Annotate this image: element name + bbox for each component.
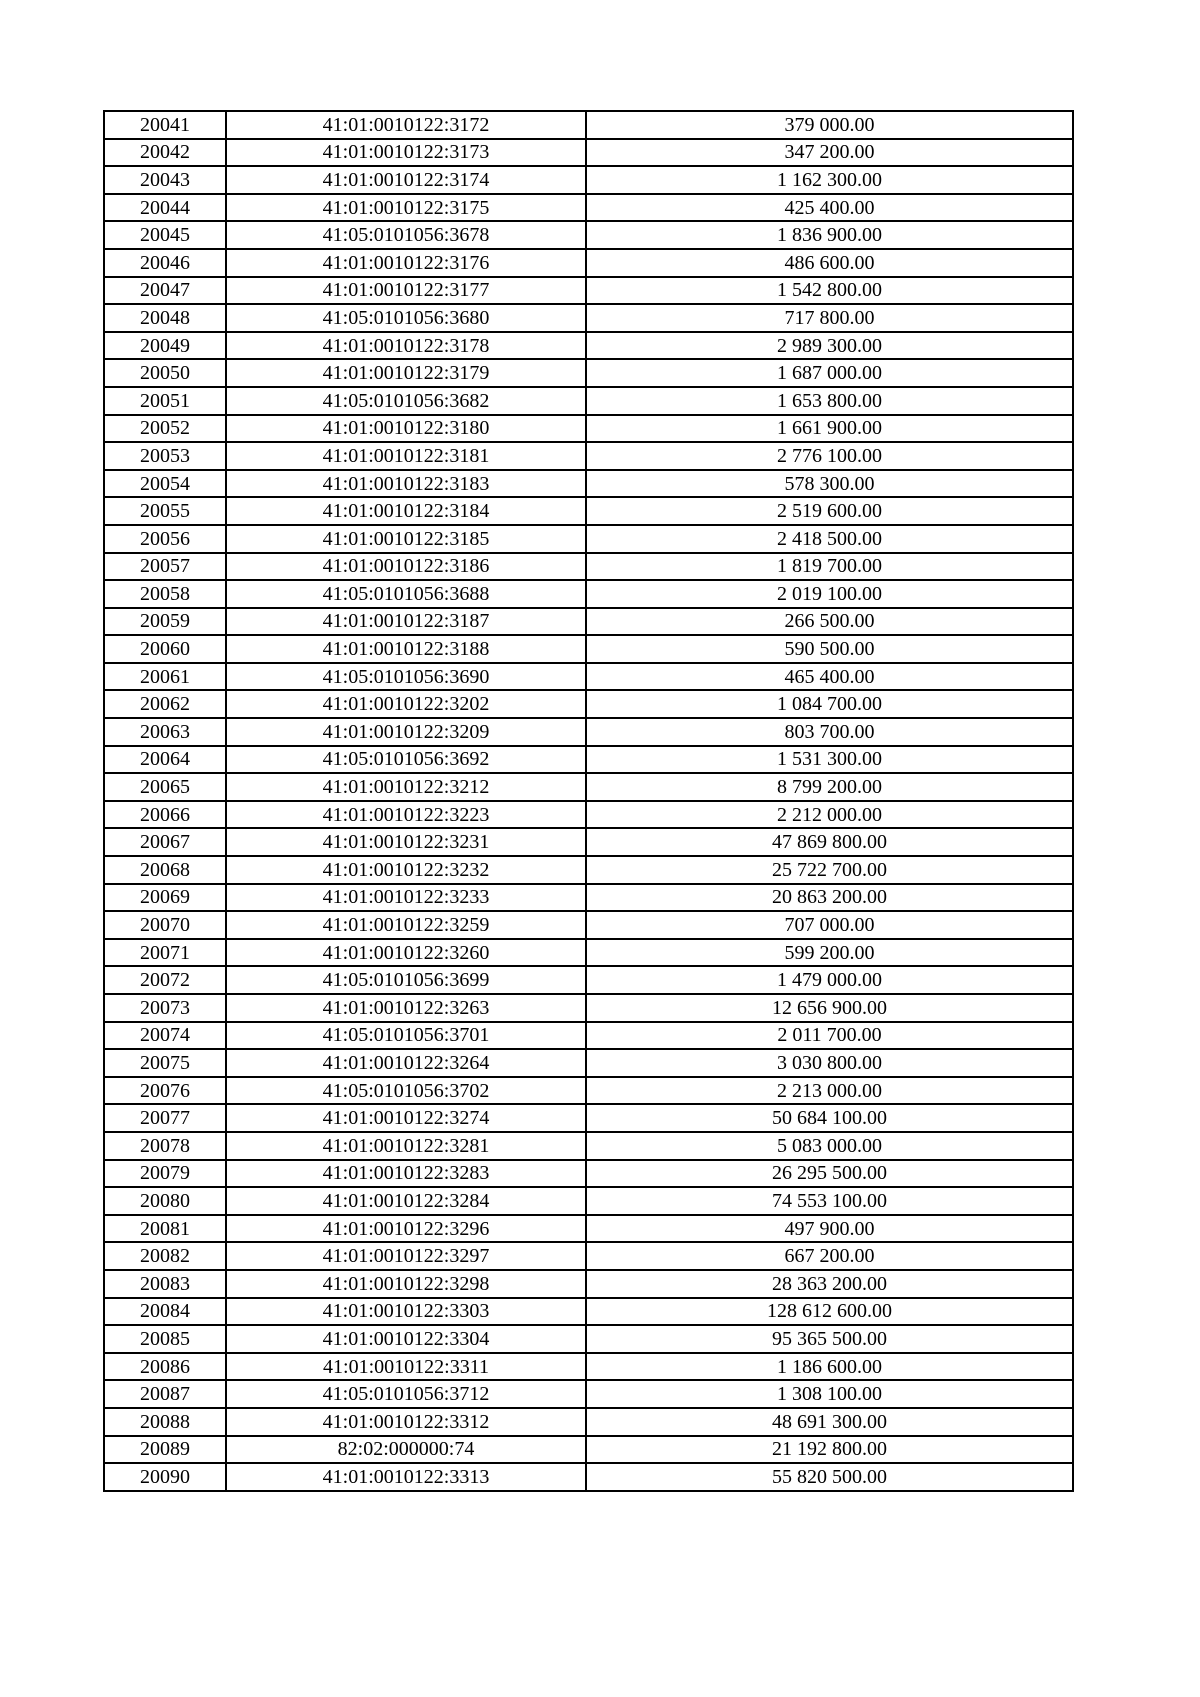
cadastral-number-cell: 41:01:0010122:3202 bbox=[226, 690, 586, 718]
cadastral-number-cell: 82:02:000000:74 bbox=[226, 1436, 586, 1464]
cadastral-number-cell: 41:01:0010122:3231 bbox=[226, 828, 586, 856]
row-number-cell: 20064 bbox=[104, 746, 226, 774]
cadastral-number-cell: 41:01:0010122:3259 bbox=[226, 911, 586, 939]
table-row bbox=[104, 194, 1073, 222]
cadastral-value-cell: 12 656 900.00 bbox=[586, 994, 1073, 1022]
cadastral-number-cell: 41:05:0101056:3688 bbox=[226, 580, 586, 608]
cadastral-number-cell: 41:05:0101056:3699 bbox=[226, 966, 586, 994]
cadastral-number-cell: 41:01:0010122:3174 bbox=[226, 166, 586, 194]
table-row bbox=[104, 553, 1073, 581]
cadastral-value-cell: 47 869 800.00 bbox=[586, 828, 1073, 856]
cadastral-value-cell: 2 776 100.00 bbox=[586, 442, 1073, 470]
row-number-cell: 20046 bbox=[104, 249, 226, 277]
row-number-cell: 20056 bbox=[104, 525, 226, 553]
row-number-cell: 20061 bbox=[104, 663, 226, 691]
table-row bbox=[104, 442, 1073, 470]
cadastral-number-cell: 41:01:0010122:3311 bbox=[226, 1353, 586, 1381]
cadastral-value-cell: 50 684 100.00 bbox=[586, 1104, 1073, 1132]
table-row bbox=[104, 1436, 1073, 1464]
cadastral-number-cell: 41:01:0010122:3223 bbox=[226, 801, 586, 829]
cadastral-number-cell: 41:01:0010122:3180 bbox=[226, 415, 586, 443]
cadastral-value-cell: 55 820 500.00 bbox=[586, 1463, 1073, 1491]
cadastral-number-cell: 41:01:0010122:3212 bbox=[226, 773, 586, 801]
table-row bbox=[104, 1325, 1073, 1353]
table-row bbox=[104, 497, 1073, 525]
cadastral-number-cell: 41:01:0010122:3172 bbox=[226, 111, 586, 139]
cadastral-value-cell: 1 819 700.00 bbox=[586, 553, 1073, 581]
table-row bbox=[104, 635, 1073, 663]
row-number-cell: 20044 bbox=[104, 194, 226, 222]
cadastral-number-cell: 41:01:0010122:3209 bbox=[226, 718, 586, 746]
cadastral-number-cell: 41:01:0010122:3188 bbox=[226, 635, 586, 663]
row-number-cell: 20084 bbox=[104, 1298, 226, 1326]
cadastral-number-cell: 41:05:0101056:3690 bbox=[226, 663, 586, 691]
table-row bbox=[104, 801, 1073, 829]
table-row bbox=[104, 1380, 1073, 1408]
table-row bbox=[104, 304, 1073, 332]
table-row bbox=[104, 111, 1073, 139]
table-row bbox=[104, 1215, 1073, 1243]
row-number-cell: 20042 bbox=[104, 139, 226, 167]
cadastral-value-cell: 1 687 000.00 bbox=[586, 359, 1073, 387]
table-row bbox=[104, 939, 1073, 967]
cadastral-value-cell: 497 900.00 bbox=[586, 1215, 1073, 1243]
row-number-cell: 20045 bbox=[104, 221, 226, 249]
cadastral-number-cell: 41:01:0010122:3187 bbox=[226, 608, 586, 636]
table-row bbox=[104, 470, 1073, 498]
row-number-cell: 20051 bbox=[104, 387, 226, 415]
cadastral-number-cell: 41:01:0010122:3186 bbox=[226, 553, 586, 581]
table-row bbox=[104, 1132, 1073, 1160]
row-number-cell: 20057 bbox=[104, 553, 226, 581]
cadastral-value-cell: 425 400.00 bbox=[586, 194, 1073, 222]
cadastral-value-cell: 1 653 800.00 bbox=[586, 387, 1073, 415]
row-number-cell: 20060 bbox=[104, 635, 226, 663]
table-row bbox=[104, 1077, 1073, 1105]
cadastral-value-cell: 1 531 300.00 bbox=[586, 746, 1073, 774]
table-row bbox=[104, 1160, 1073, 1188]
cadastral-value-cell: 21 192 800.00 bbox=[586, 1436, 1073, 1464]
cadastral-value-cell: 486 600.00 bbox=[586, 249, 1073, 277]
row-number-cell: 20088 bbox=[104, 1408, 226, 1436]
table-row bbox=[104, 525, 1073, 553]
table-row bbox=[104, 1463, 1073, 1491]
cadastral-value-cell: 26 295 500.00 bbox=[586, 1160, 1073, 1188]
cadastral-value-cell: 74 553 100.00 bbox=[586, 1187, 1073, 1215]
row-number-cell: 20063 bbox=[104, 718, 226, 746]
table-row bbox=[104, 221, 1073, 249]
row-number-cell: 20041 bbox=[104, 111, 226, 139]
row-number-cell: 20083 bbox=[104, 1270, 226, 1298]
cadastral-number-cell: 41:01:0010122:3185 bbox=[226, 525, 586, 553]
cadastral-number-cell: 41:05:0101056:3702 bbox=[226, 1077, 586, 1105]
row-number-cell: 20050 bbox=[104, 359, 226, 387]
table-row bbox=[104, 1187, 1073, 1215]
row-number-cell: 20047 bbox=[104, 277, 226, 305]
cadastral-number-cell: 41:01:0010122:3264 bbox=[226, 1049, 586, 1077]
row-number-cell: 20065 bbox=[104, 773, 226, 801]
row-number-cell: 20081 bbox=[104, 1215, 226, 1243]
table-row bbox=[104, 580, 1073, 608]
cadastral-value-cell: 717 800.00 bbox=[586, 304, 1073, 332]
row-number-cell: 20059 bbox=[104, 608, 226, 636]
table-row bbox=[104, 1049, 1073, 1077]
row-number-cell: 20085 bbox=[104, 1325, 226, 1353]
cadastral-value-cell: 379 000.00 bbox=[586, 111, 1073, 139]
cadastral-number-cell: 41:01:0010122:3313 bbox=[226, 1463, 586, 1491]
table-row bbox=[104, 663, 1073, 691]
row-number-cell: 20066 bbox=[104, 801, 226, 829]
table-row bbox=[104, 911, 1073, 939]
cadastral-value-cell: 1 661 900.00 bbox=[586, 415, 1073, 443]
table-row bbox=[104, 690, 1073, 718]
table-row bbox=[104, 332, 1073, 360]
table-row bbox=[104, 387, 1073, 415]
table-row bbox=[104, 966, 1073, 994]
cadastral-value-cell: 1 836 900.00 bbox=[586, 221, 1073, 249]
table-row bbox=[104, 277, 1073, 305]
cadastral-number-cell: 41:01:0010122:3233 bbox=[226, 884, 586, 912]
cadastral-value-cell: 95 365 500.00 bbox=[586, 1325, 1073, 1353]
cadastral-value-cell: 5 083 000.00 bbox=[586, 1132, 1073, 1160]
table-row bbox=[104, 856, 1073, 884]
cadastral-value-cell: 20 863 200.00 bbox=[586, 884, 1073, 912]
cadastral-number-cell: 41:05:0101056:3692 bbox=[226, 746, 586, 774]
cadastral-number-cell: 41:01:0010122:3260 bbox=[226, 939, 586, 967]
cadastral-value-cell: 2 011 700.00 bbox=[586, 1022, 1073, 1050]
row-number-cell: 20075 bbox=[104, 1049, 226, 1077]
row-number-cell: 20089 bbox=[104, 1436, 226, 1464]
cadastral-value-cell: 2 989 300.00 bbox=[586, 332, 1073, 360]
cadastral-value-cell: 1 479 000.00 bbox=[586, 966, 1073, 994]
cadastral-number-cell: 41:01:0010122:3176 bbox=[226, 249, 586, 277]
row-number-cell: 20058 bbox=[104, 580, 226, 608]
row-number-cell: 20090 bbox=[104, 1463, 226, 1491]
row-number-cell: 20087 bbox=[104, 1380, 226, 1408]
row-number-cell: 20082 bbox=[104, 1242, 226, 1270]
row-number-cell: 20077 bbox=[104, 1104, 226, 1132]
cadastral-number-cell: 41:01:0010122:3179 bbox=[226, 359, 586, 387]
cadastral-number-cell: 41:05:0101056:3680 bbox=[226, 304, 586, 332]
row-number-cell: 20079 bbox=[104, 1160, 226, 1188]
row-number-cell: 20076 bbox=[104, 1077, 226, 1105]
cadastral-number-cell: 41:01:0010122:3283 bbox=[226, 1160, 586, 1188]
cadastral-value-cell: 347 200.00 bbox=[586, 139, 1073, 167]
cadastral-value-cell: 25 722 700.00 bbox=[586, 856, 1073, 884]
table-row bbox=[104, 1353, 1073, 1381]
cadastral-number-cell: 41:01:0010122:3298 bbox=[226, 1270, 586, 1298]
cadastral-value-cell: 2 418 500.00 bbox=[586, 525, 1073, 553]
table-row bbox=[104, 773, 1073, 801]
table-row bbox=[104, 359, 1073, 387]
row-number-cell: 20074 bbox=[104, 1022, 226, 1050]
table-row bbox=[104, 884, 1073, 912]
cadastral-number-cell: 41:01:0010122:3281 bbox=[226, 1132, 586, 1160]
table-body bbox=[104, 111, 1073, 1491]
row-number-cell: 20086 bbox=[104, 1353, 226, 1381]
cadastral-value-cell: 2 519 600.00 bbox=[586, 497, 1073, 525]
cadastral-value-cell: 8 799 200.00 bbox=[586, 773, 1073, 801]
cadastral-value-cell: 2 213 000.00 bbox=[586, 1077, 1073, 1105]
table-row bbox=[104, 608, 1073, 636]
row-number-cell: 20048 bbox=[104, 304, 226, 332]
row-number-cell: 20070 bbox=[104, 911, 226, 939]
table-row bbox=[104, 746, 1073, 774]
cadastral-value-cell: 2 019 100.00 bbox=[586, 580, 1073, 608]
cadastral-number-cell: 41:05:0101056:3712 bbox=[226, 1380, 586, 1408]
table-row bbox=[104, 718, 1073, 746]
table-row bbox=[104, 1242, 1073, 1270]
row-number-cell: 20080 bbox=[104, 1187, 226, 1215]
cadastral-value-cell: 667 200.00 bbox=[586, 1242, 1073, 1270]
cadastral-number-cell: 41:05:0101056:3682 bbox=[226, 387, 586, 415]
row-number-cell: 20073 bbox=[104, 994, 226, 1022]
cadastral-number-cell: 41:01:0010122:3177 bbox=[226, 277, 586, 305]
cadastral-value-cell: 590 500.00 bbox=[586, 635, 1073, 663]
cadastral-value-cell: 1 084 700.00 bbox=[586, 690, 1073, 718]
cadastral-number-cell: 41:01:0010122:3184 bbox=[226, 497, 586, 525]
row-number-cell: 20068 bbox=[104, 856, 226, 884]
cadastral-value-cell: 48 691 300.00 bbox=[586, 1408, 1073, 1436]
cadastral-number-cell: 41:01:0010122:3173 bbox=[226, 139, 586, 167]
cadastral-value-cell: 803 700.00 bbox=[586, 718, 1073, 746]
table-row bbox=[104, 1408, 1073, 1436]
cadastral-value-cell: 3 030 800.00 bbox=[586, 1049, 1073, 1077]
cadastral-number-cell: 41:01:0010122:3312 bbox=[226, 1408, 586, 1436]
row-number-cell: 20067 bbox=[104, 828, 226, 856]
row-number-cell: 20071 bbox=[104, 939, 226, 967]
row-number-cell: 20062 bbox=[104, 690, 226, 718]
table-row bbox=[104, 1104, 1073, 1132]
cadastral-number-cell: 41:01:0010122:3297 bbox=[226, 1242, 586, 1270]
table-row bbox=[104, 1298, 1073, 1326]
row-number-cell: 20072 bbox=[104, 966, 226, 994]
table-row bbox=[104, 1270, 1073, 1298]
cadastral-value-cell: 28 363 200.00 bbox=[586, 1270, 1073, 1298]
row-number-cell: 20078 bbox=[104, 1132, 226, 1160]
cadastral-value-cell: 266 500.00 bbox=[586, 608, 1073, 636]
cadastral-number-cell: 41:01:0010122:3274 bbox=[226, 1104, 586, 1132]
row-number-cell: 20069 bbox=[104, 884, 226, 912]
cadastral-number-cell: 41:01:0010122:3175 bbox=[226, 194, 586, 222]
cadastral-number-cell: 41:01:0010122:3296 bbox=[226, 1215, 586, 1243]
cadastral-value-cell: 599 200.00 bbox=[586, 939, 1073, 967]
table-row bbox=[104, 249, 1073, 277]
cadastral-value-cell: 1 308 100.00 bbox=[586, 1380, 1073, 1408]
table-row bbox=[104, 166, 1073, 194]
cadastral-value-table bbox=[103, 110, 1074, 1492]
cadastral-value-cell: 707 000.00 bbox=[586, 911, 1073, 939]
cadastral-value-cell: 1 162 300.00 bbox=[586, 166, 1073, 194]
cadastral-value-cell: 465 400.00 bbox=[586, 663, 1073, 691]
cadastral-number-cell: 41:01:0010122:3181 bbox=[226, 442, 586, 470]
table-row bbox=[104, 994, 1073, 1022]
cadastral-number-cell: 41:05:0101056:3701 bbox=[226, 1022, 586, 1050]
cadastral-value-cell: 1 542 800.00 bbox=[586, 277, 1073, 305]
cadastral-number-cell: 41:05:0101056:3678 bbox=[226, 221, 586, 249]
cadastral-number-cell: 41:01:0010122:3304 bbox=[226, 1325, 586, 1353]
cadastral-value-cell: 578 300.00 bbox=[586, 470, 1073, 498]
table-row bbox=[104, 139, 1073, 167]
row-number-cell: 20053 bbox=[104, 442, 226, 470]
row-number-cell: 20054 bbox=[104, 470, 226, 498]
cadastral-value-cell: 128 612 600.00 bbox=[586, 1298, 1073, 1326]
cadastral-number-cell: 41:01:0010122:3284 bbox=[226, 1187, 586, 1215]
table-row bbox=[104, 828, 1073, 856]
cadastral-number-cell: 41:01:0010122:3303 bbox=[226, 1298, 586, 1326]
row-number-cell: 20052 bbox=[104, 415, 226, 443]
cadastral-number-cell: 41:01:0010122:3178 bbox=[226, 332, 586, 360]
cadastral-value-cell: 2 212 000.00 bbox=[586, 801, 1073, 829]
table-row bbox=[104, 415, 1073, 443]
cadastral-number-cell: 41:01:0010122:3183 bbox=[226, 470, 586, 498]
cadastral-number-cell: 41:01:0010122:3232 bbox=[226, 856, 586, 884]
row-number-cell: 20049 bbox=[104, 332, 226, 360]
cadastral-number-cell: 41:01:0010122:3263 bbox=[226, 994, 586, 1022]
row-number-cell: 20055 bbox=[104, 497, 226, 525]
row-number-cell: 20043 bbox=[104, 166, 226, 194]
cadastral-value-cell: 1 186 600.00 bbox=[586, 1353, 1073, 1381]
table-row bbox=[104, 1022, 1073, 1050]
